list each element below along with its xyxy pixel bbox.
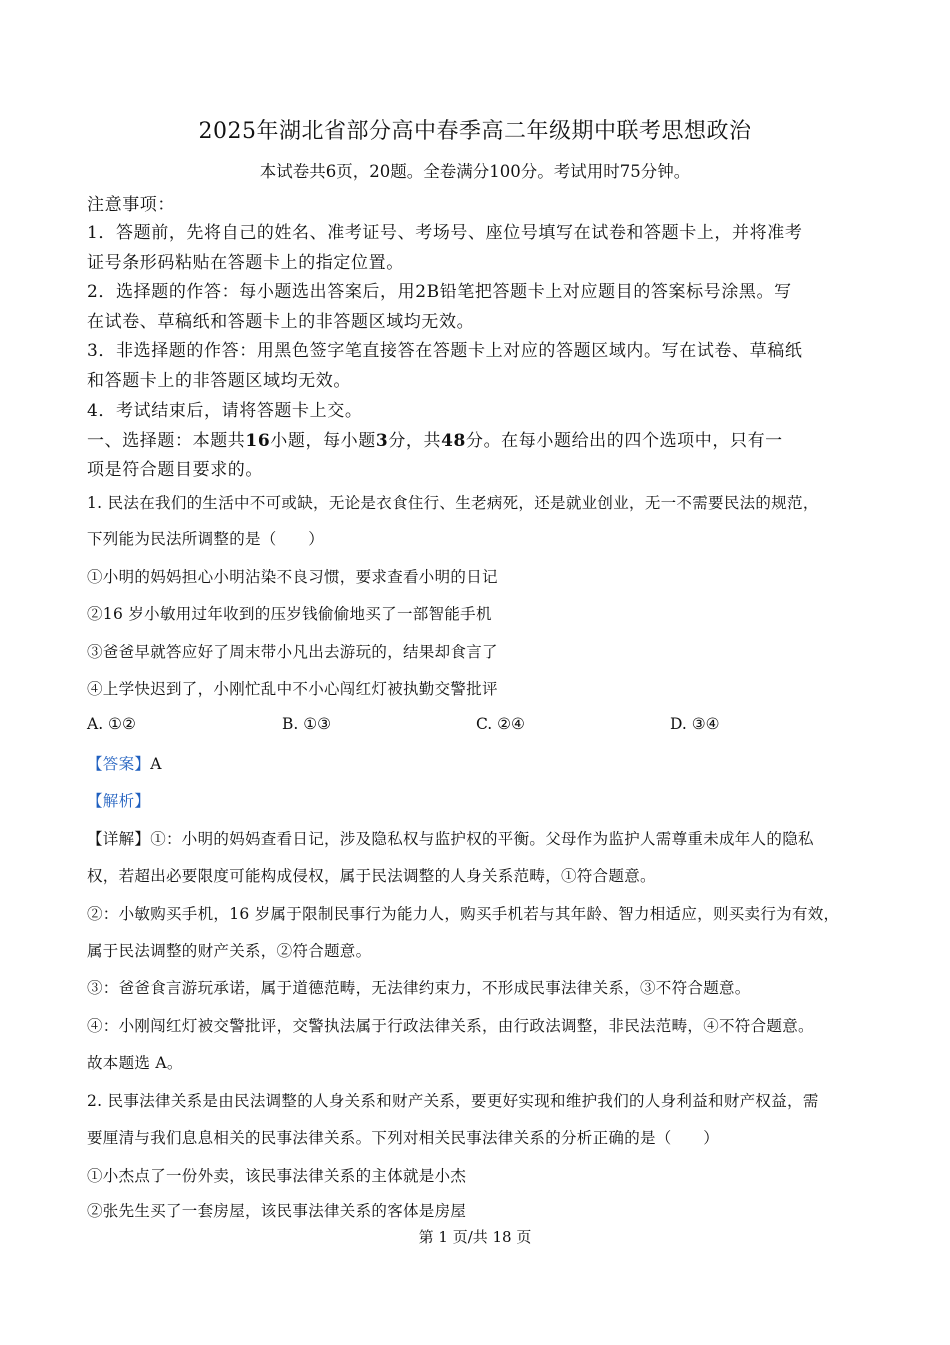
- q1-option-b: B. ①③: [282, 715, 332, 733]
- q1-option-d: D. ③④: [670, 715, 720, 733]
- exam-subtitle: 本试卷共6页，20题。全卷满分100分。考试用时75分钟。: [259, 162, 691, 181]
- q1-statement-3: ③爸爸早就答应好了周末带小凡出去游玩的，结果却食言了: [87, 643, 498, 661]
- q1-analysis-tag: [87, 789, 870, 811]
- section-points-each: 3: [375, 431, 389, 451]
- page-footer: 第 1 页/共 18 页: [418, 1228, 532, 1246]
- analysis-tag: 【解析】: [87, 792, 151, 810]
- notice-item-1-line-1: 1．答题前，先将自己的姓名、准考证号、考场号、座位号填写在试卷和答题卡上，并将准考: [87, 223, 803, 243]
- section-heading: [87, 426, 870, 451]
- answer-tag: 【答案】: [87, 755, 151, 773]
- section-count: 16: [245, 431, 271, 451]
- section-mid-1: 小题，每小题: [270, 431, 376, 451]
- q1-statement-4: ④上学快迟到了，小刚忙乱中不小心闯红灯被执勤交警批评: [87, 680, 498, 698]
- q2-stem-line-1: 2. 民事法律关系是由民法调整的人身关系和财产关系，要更好实现和维护我们的人身利益和财产权益，需: [87, 1092, 819, 1110]
- notice-item-4: 4．考试结束后，请将答题卡上交。: [87, 401, 363, 421]
- q1-statement-1: ①小明的妈妈担心小明沾染不良习惯，要求查看小明的日记: [87, 568, 498, 586]
- q1-detail-line-4: 属于民法调整的财产关系，②符合题意。: [87, 942, 372, 960]
- q1-answer: [87, 752, 870, 774]
- q1-option-a: A. ①②: [87, 715, 136, 733]
- q1-detail-line-6: ④：小刚闯红灯被交警批评，交警执法属于行政法律关系，由行政法调整，非民法范畴，④不符合题意。: [87, 1017, 814, 1035]
- q2-stem-line-2: 要厘清与我们息息相关的民事法律关系。下列对相关民事法律关系的分析正确的是（ ）: [87, 1129, 720, 1147]
- answer-value: A: [150, 755, 162, 773]
- q1-conclusion: 故本题选 A。: [87, 1054, 183, 1072]
- section-suffix: 分。在每小题给出的四个选项中，只有一: [465, 431, 783, 451]
- notice-heading: 注意事项：: [87, 195, 175, 215]
- q1-option-c: C. ②④: [476, 715, 525, 733]
- section-total: 48: [441, 431, 466, 451]
- q1-detail-line-2: 权，若超出必要限度可能构成侵权，属于民法调整的人身关系范畴，①符合题意。: [87, 867, 656, 885]
- q1-detail-line-1: 【详解】①：小明的妈妈查看日记，涉及隐私权与监护权的平衡。父母作为监护人需尊重未成年人的隐私: [87, 830, 814, 848]
- section-heading-line-2: 项是符合题目要求的。: [87, 460, 263, 480]
- section-prefix: 一、选择题：本题共: [87, 431, 246, 451]
- q1-statement-2: ②16 岁小敏用过年收到的压岁钱偷偷地买了一部智能手机: [87, 605, 492, 623]
- exam-title: 2025年湖北省部分高中春季高二年级期中联考思想政治: [198, 119, 752, 144]
- notice-item-2-line-2: 在试卷、草稿纸和答题卡上的非答题区域均无效。: [87, 312, 475, 332]
- q1-stem-line-2: 下列能为民法所调整的是（ ）: [87, 530, 325, 548]
- q2-statement-2: ②张先生买了一套房屋，该民事法律关系的客体是房屋: [87, 1202, 467, 1220]
- notice-item-1-line-2: 证号条形码粘贴在答题卡上的指定位置。: [87, 253, 404, 273]
- section-mid-2: 分，共: [388, 431, 442, 451]
- q1-stem-line-1: 1. 民法在我们的生活中不可或缺，无论是衣食住行、生老病死，还是就业创业，无一不需要民法的规范，: [87, 494, 819, 512]
- notice-item-2-line-1: 2．选择题的作答：每小题选出答案后，用2B铅笔把答题卡上对应题目的答案标号涂黑。写: [87, 282, 792, 302]
- q2-statement-1: ①小杰点了一份外卖，该民事法律关系的主体就是小杰: [87, 1167, 467, 1185]
- notice-item-3-line-1: 3．非选择题的作答：用黑色签字笔直接答在答题卡上对应的答题区域内。写在试卷、草稿纸: [87, 341, 803, 361]
- q1-detail-line-3: ②：小敏购买手机，16 岁属于限制民事行为能力人，购买手机若与其年龄、智力相适应，则买卖行为有效，: [87, 905, 840, 923]
- notice-item-3-line-2: 和答题卡上的非答题区域均无效。: [87, 371, 351, 391]
- q1-detail-line-5: ③：爸爸食言游玩承诺，属于道德范畴，无法律约束力，不形成民事法律关系，③不符合题意。: [87, 979, 751, 997]
